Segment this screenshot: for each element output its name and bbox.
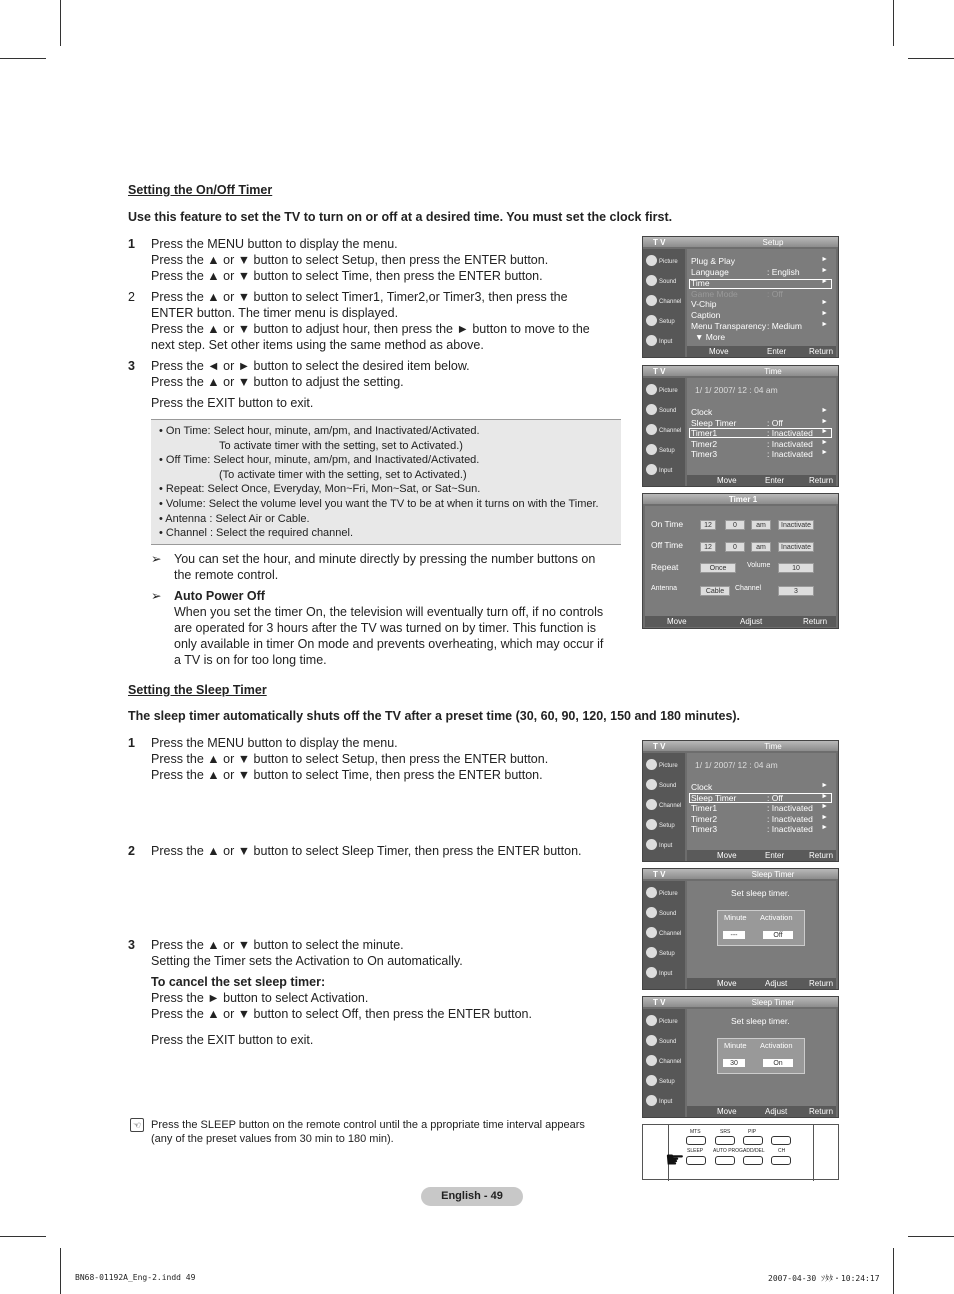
osd-row: Game Mode : Off <box>691 289 783 299</box>
note-line: You can set the hour, and minute directly by pressing the number buttons on <box>174 552 596 566</box>
osd-timer1: Timer 1 On Time 12 0 am Inactivate Off Time 12 0 am Inactivate Repeat Once Volume 10 Antenna Cable Channel 3 Move Adjust Return <box>642 493 839 629</box>
sound-icon <box>646 907 657 918</box>
note-line: When you set the timer On, the television will eventually turn off, if no controls <box>174 605 604 619</box>
input-icon <box>646 839 657 850</box>
antenna-label: Antenna <box>651 585 678 592</box>
info-line: To activate timer with the setting, set to Activated.) <box>219 439 463 452</box>
tip-line: Press the SLEEP button on the remote control until the a ppropriate time interval appears <box>151 1119 585 1131</box>
input-icon <box>646 335 657 346</box>
step-line: Press the ◄ or ► button to select the desired item below. <box>151 359 470 373</box>
section-heading-sleep: Setting the Sleep Timer <box>128 683 267 697</box>
info-line: • On Time: Select hour, minute, am/pm, and Inactivated/Activated. <box>159 425 480 437</box>
pip-button[interactable] <box>743 1136 763 1145</box>
volume-label: Volume <box>747 562 771 569</box>
info-line: • Volume: Select the volume level you want the TV to be at when it turns on with the Timer. <box>159 497 599 510</box>
step-line: Press the ▲ or ▼ button to select Time, then press the ENTER button. <box>151 768 543 782</box>
srs-button[interactable] <box>715 1136 735 1145</box>
channel-icon <box>646 927 657 938</box>
repeat-field[interactable]: Once <box>700 563 736 573</box>
osd-row: Timer2 : Inactivated <box>691 814 813 824</box>
channel-field[interactable]: 3 <box>778 586 814 596</box>
off-minute-field[interactable]: 0 <box>725 542 745 552</box>
info-line: • Repeat: Select Once, Everyday, Mon~Fri, Mon~Sat, or Sat~Sun. <box>159 483 481 496</box>
note-line: the remote control. <box>174 568 279 582</box>
step-line: Press the ▲ or ▼ button to adjust the setting. <box>151 375 404 389</box>
step-line: ENTER button. The timer menu is displayed. <box>151 306 399 320</box>
channel-icon <box>646 1055 657 1066</box>
sleep-tip <box>151 1118 585 1146</box>
osd-message: Set sleep timer. <box>731 888 790 898</box>
repeat-label: Repeat <box>651 562 679 572</box>
pointing-hand-icon: ☛ <box>665 1147 685 1172</box>
sound-icon <box>646 275 657 286</box>
antenna-field[interactable]: Cable <box>700 586 730 596</box>
osd-tv-label: T V <box>653 238 666 247</box>
sound-icon <box>646 404 657 415</box>
step-number: 1 <box>128 736 135 750</box>
osd-row: Timer1 : Inactivated <box>691 803 813 813</box>
exit-instruction: Press the EXIT button to exit. <box>151 396 314 410</box>
off-time-label: Off Time <box>651 540 683 550</box>
step-3 <box>128 358 628 414</box>
channel-icon <box>646 295 657 306</box>
osd-footer: Move Adjust Return <box>687 1106 836 1117</box>
info-line: • Channel : Select the required channel. <box>159 527 354 540</box>
crop-mark <box>0 1236 46 1237</box>
picture-icon <box>646 1015 657 1026</box>
osd-time-menu-sleep: T V Time Picture Sound Channel Setup Input 1/ 1/ 2007/ 12 : 04 am Clock Sleep Timer : Off Timer1 : Inactivated Timer2 : Inactivated Timer3 : Inactivated ► ► ► ► ► Move Enter Return <box>642 740 839 862</box>
step-line: Press the MENU button to display the menu. <box>151 736 398 750</box>
sound-icon <box>646 779 657 790</box>
step-line: Press the ▲ or ▼ button to select the minute. <box>151 938 404 952</box>
remote-illustration: MTS SRS PIP SLEEP AUTO PROG. ADD/DEL CH ☛ <box>642 1124 839 1180</box>
hand-note-icon: ☜ <box>130 1118 144 1132</box>
side-label: Setup <box>659 319 675 325</box>
add-del-button[interactable] <box>743 1156 763 1165</box>
osd-row: Clock <box>691 782 713 792</box>
osd-row: V-Chip <box>691 299 717 309</box>
osd-row: Language : English <box>691 267 800 277</box>
activation-field[interactable]: On <box>762 1058 794 1068</box>
osd-date: 1/ 1/ 2007/ 12 : 04 am <box>695 385 778 395</box>
osd-row: Timer1 : Inactivated <box>691 428 813 438</box>
exit-instruction: Press the EXIT button to exit. <box>151 1033 314 1047</box>
step-2 <box>128 289 628 355</box>
picture-icon <box>646 384 657 395</box>
osd-row: Plug & Play <box>691 256 735 266</box>
off-activation-field[interactable]: Inactivate <box>778 542 814 552</box>
input-icon <box>646 967 657 978</box>
step-line: Press the ▲ or ▼ button to select Setup, then press the ENTER button. <box>151 752 549 766</box>
note-line: a TV is on for too long time. <box>174 653 327 667</box>
osd-footer: Move Enter Return <box>687 850 836 861</box>
sound-icon <box>646 1035 657 1046</box>
osd-footer: Move Adjust Return <box>687 978 836 989</box>
crop-mark <box>893 0 894 46</box>
minute-field[interactable]: --- <box>722 930 746 940</box>
activation-field[interactable]: Off <box>762 930 794 940</box>
osd-sidebar: Picture Sound Channel Setup Input <box>643 378 685 486</box>
osd-footer: Move Enter Return <box>687 475 836 486</box>
osd-sidebar <box>643 249 685 357</box>
section-lead-sleep: The sleep timer automatically shuts off the TV after a preset time (30, 60, 90, 120, 150 and 180 minutes). <box>128 709 741 723</box>
osd-title: Sleep Timer <box>751 998 795 1007</box>
info-line: • Off Time: Select hour, minute, am/pm, and Inactivated/Activated. <box>159 454 480 467</box>
step-line: Press the ▲ or ▼ button to select Sleep Timer, then press the ENTER button. <box>151 844 582 858</box>
volume-field[interactable]: 10 <box>778 563 814 573</box>
step-line: Press the ▲ or ▼ button to select Setup, then press the ENTER button. <box>151 253 549 267</box>
side-label: Sound <box>659 279 677 285</box>
side-label: Picture <box>659 259 678 265</box>
osd-title: Time <box>764 742 782 751</box>
sleep-step-3 <box>128 937 628 1052</box>
picture-icon <box>646 759 657 770</box>
step-line: Press the ► button to select Activation. <box>151 991 369 1005</box>
off-ampm-field[interactable]: am <box>751 542 771 552</box>
osd-sleep-timer-off: T V Sleep Timer Picture Sound Channel Setup Input Set sleep timer. Minute Activation --- Off Move Adjust Return <box>642 868 839 990</box>
step-line: Press the ▲ or ▼ button to select Time, then press the ENTER button. <box>151 269 543 283</box>
step-number: 3 <box>128 938 135 952</box>
osd-row: Caption <box>691 310 721 320</box>
step-line: Press the ▲ or ▼ button to adjust hour, then press the ► button to move to the <box>151 322 590 336</box>
step-line: Press the ▲ or ▼ button to select Timer1, Timer2,or Timer3, then press the <box>151 290 568 304</box>
osd-row: Clock <box>691 407 713 417</box>
osd-row: Sleep Timer : Off <box>691 418 783 428</box>
step-number: 2 <box>128 844 135 858</box>
note-line: only available in timer On mode and prevents overheating, which may occur if <box>174 637 604 651</box>
osd-time-menu: T V Time Picture Sound Channel Setup Input 1/ 1/ 2007/ 12 : 04 am Clock Sleep Timer : Off Timer1 : Inactivated Timer2 : Inactivated Timer3 : Inactivated ► ► ► ► ► Move Enter Return <box>642 365 839 487</box>
osd-row: Timer2 : Inactivated <box>691 439 813 449</box>
note-arrow-icon: ➢ <box>151 552 162 566</box>
step-line: Setting the Timer sets the Activation to On automatically. <box>151 954 463 968</box>
osd-row: Menu Transparency : Medium <box>691 321 802 331</box>
input-icon <box>646 1095 657 1106</box>
off-hour-field[interactable]: 12 <box>700 542 716 552</box>
picture-icon <box>646 255 657 266</box>
crop-mark <box>60 0 61 46</box>
mts-button[interactable] <box>686 1136 706 1145</box>
osd-date: 1/ 1/ 2007/ 12 : 04 am <box>695 760 778 770</box>
setup-icon <box>646 1075 657 1086</box>
auto-prog-button[interactable] <box>715 1156 735 1165</box>
osd-sidebar: Picture Sound Channel Setup Input <box>643 753 685 861</box>
print-timestamp: 2007-04-30 ｿﾀﾀ・10:24:17 <box>768 1274 880 1283</box>
step-number: 2 <box>128 290 135 304</box>
channel-icon <box>646 424 657 435</box>
crop-mark <box>893 1248 894 1294</box>
ch-up-button[interactable] <box>771 1136 791 1145</box>
crop-mark <box>60 1248 61 1294</box>
channel-label: Channel <box>735 585 762 592</box>
channel-icon <box>646 799 657 810</box>
osd-message: Set sleep timer. <box>731 1016 790 1026</box>
osd-sidebar: Picture Sound Channel Setup Input <box>643 1009 685 1117</box>
note-arrow-icon: ➢ <box>151 589 162 603</box>
setup-icon <box>646 947 657 958</box>
osd-row: Sleep Timer : Off <box>691 793 783 803</box>
note-line: are operated for 3 hours after the TV was turned on by timer. This function is <box>174 621 596 635</box>
info-line: • Antenna : Select Air or Cable. <box>159 512 310 525</box>
tip-line: (any of the preset values from 30 min to 180 min). <box>151 1133 394 1145</box>
page-number-badge: English - 49 <box>421 1187 523 1206</box>
osd-row: Timer3 : Inactivated <box>691 824 813 834</box>
step-line: Press the MENU button to display the menu. <box>151 237 398 251</box>
sleep-step-2 <box>128 843 628 861</box>
osd-title: Timer 1 <box>728 495 758 504</box>
ch-down-button[interactable] <box>771 1156 791 1165</box>
osd-footer: Move Enter Return <box>687 346 836 357</box>
minute-field[interactable]: 30 <box>722 1058 746 1068</box>
step-1 <box>128 236 628 286</box>
picture-icon <box>646 887 657 898</box>
osd-row: Time <box>691 278 710 288</box>
step-number: 3 <box>128 359 135 373</box>
osd-sleep-timer-on: T V Sleep Timer Picture Sound Channel Setup Input Set sleep timer. Minute Activation 30 On Move Adjust Return <box>642 996 839 1118</box>
on-activation-field[interactable]: Inactivate <box>778 520 814 530</box>
step-number: 1 <box>128 237 135 251</box>
sleep-step-1 <box>128 735 628 785</box>
side-label: Channel <box>659 299 682 305</box>
file-slug: BN68-01192A_Eng-2.indd 49 <box>75 1273 196 1282</box>
osd-setup-menu: T V Setup Picture Sound Channel Setup Input Plug & Play Language : English Time Game Mode : Off V-Chip Caption Menu Transparency : Medium ▼ More ► ► ► ► ► ► Move Enter Return <box>642 236 839 358</box>
note-direct-input <box>151 551 631 583</box>
on-hour-field[interactable]: 12 <box>700 520 716 530</box>
crop-mark <box>0 58 46 59</box>
osd-selection <box>689 279 832 289</box>
setup-icon <box>646 315 657 326</box>
step-line: Press the ▲ or ▼ button to select Off, then press the ENTER button. <box>151 1007 532 1021</box>
on-time-label: On Time <box>651 519 684 529</box>
input-icon <box>646 464 657 475</box>
info-line: (To activate timer with the setting, set to Activated.) <box>219 468 467 481</box>
osd-row: Timer3 : Inactivated <box>691 449 813 459</box>
section-heading-onoff: Setting the On/Off Timer <box>128 183 273 197</box>
step-line: next step. Set other items using the same method as above. <box>151 338 484 352</box>
sleep-button[interactable] <box>686 1156 706 1165</box>
setup-icon <box>646 444 657 455</box>
osd-sidebar: Picture Sound Channel Setup Input <box>643 881 685 989</box>
sleep-box: Minute Activation --- Off <box>717 910 805 946</box>
on-minute-field[interactable]: 0 <box>725 520 745 530</box>
side-label: Input <box>659 339 673 345</box>
crop-mark <box>908 58 954 59</box>
section-lead-onoff: Use this feature to set the TV to turn on or off at a desired time. You must set the clock first. <box>128 210 673 224</box>
on-ampm-field[interactable]: am <box>751 520 771 530</box>
sleep-box: Minute Activation 30 On <box>717 1038 805 1074</box>
note-title: Auto Power Off <box>174 589 265 603</box>
osd-title: Setup <box>762 238 784 247</box>
cancel-title: To cancel the set sleep timer: <box>151 975 326 989</box>
osd-title: Sleep Timer <box>751 870 795 879</box>
osd-row: ▼ More <box>695 332 726 342</box>
crop-mark <box>908 1236 954 1237</box>
note-auto-power-off <box>151 588 631 668</box>
setup-icon <box>646 819 657 830</box>
settings-infobox <box>151 419 621 545</box>
osd-title: Time <box>764 367 782 376</box>
